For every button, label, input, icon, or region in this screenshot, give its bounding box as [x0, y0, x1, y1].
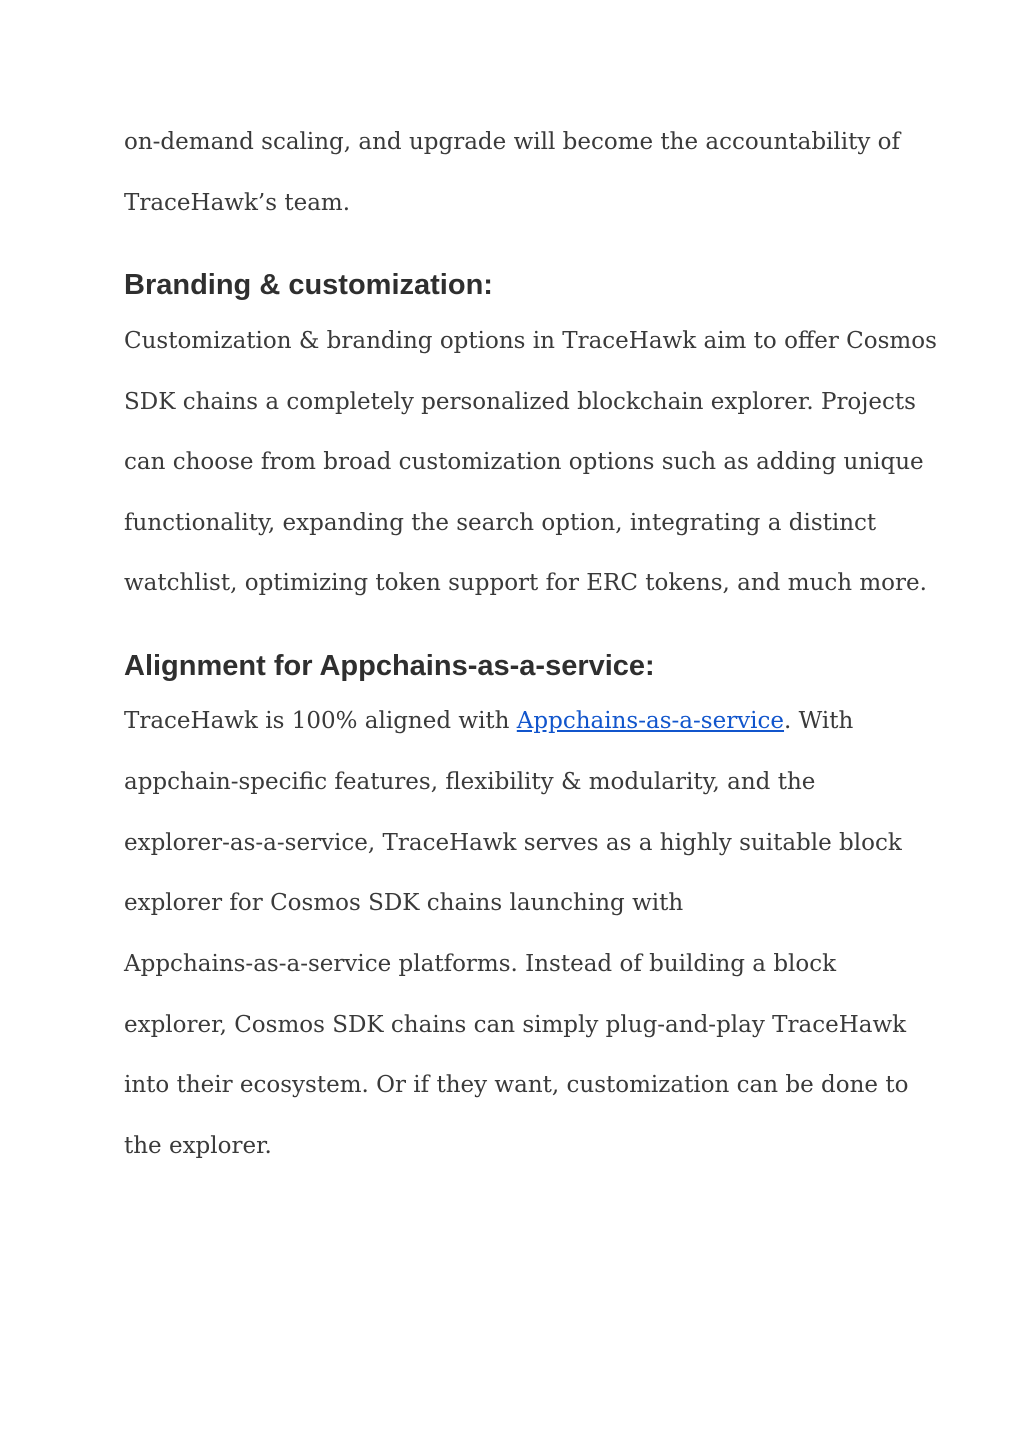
alignment-line-1-text-after: . With	[784, 708, 854, 734]
alignment-line-6: explorer, Cosmos SDK chains can simply plug-and-play TraceHawk	[124, 1012, 907, 1038]
alignment-heading: Alignment for Appchains-as-a-service:	[124, 650, 655, 682]
branding-heading: Branding & customization:	[124, 269, 493, 301]
alignment-line-5: Appchains-as-a-service platforms. Instead of building a block	[124, 951, 837, 977]
branding-line-2: SDK chains a completely personalized blockchain explorer. Projects	[124, 389, 916, 415]
branding-line-5: watchlist, optimizing token support for ERC tokens, and much more.	[124, 570, 927, 596]
branding-line-4: functionality, expanding the search option, integrating a distinct	[124, 510, 877, 536]
intro-line-2: TraceHawk’s team.	[124, 190, 351, 216]
alignment-line-8: the explorer.	[124, 1133, 272, 1159]
branding-line-1: Customization & branding options in TraceHawk aim to offer Cosmos	[124, 328, 937, 354]
alignment-line-3: explorer-as-a-service, TraceHawk serves as a highly suitable block	[124, 830, 902, 856]
alignment-line-7: into their ecosystem. Or if they want, customization can be done to	[124, 1072, 909, 1098]
appchains-as-a-service-link[interactable]: Appchains-as-a-service	[516, 708, 785, 734]
alignment-line-2: appchain-specific features, flexibility & modularity, and the	[124, 769, 816, 795]
branding-line-3: can choose from broad customization options such as adding unique	[124, 449, 924, 475]
intro-line-1: on-demand scaling, and upgrade will become the accountability of	[124, 129, 901, 155]
alignment-line-4: explorer for Cosmos SDK chains launching with	[124, 890, 684, 916]
alignment-line-1-text-before: TraceHawk is 100% aligned with	[124, 708, 517, 734]
alignment-line-1	[124, 706, 853, 736]
